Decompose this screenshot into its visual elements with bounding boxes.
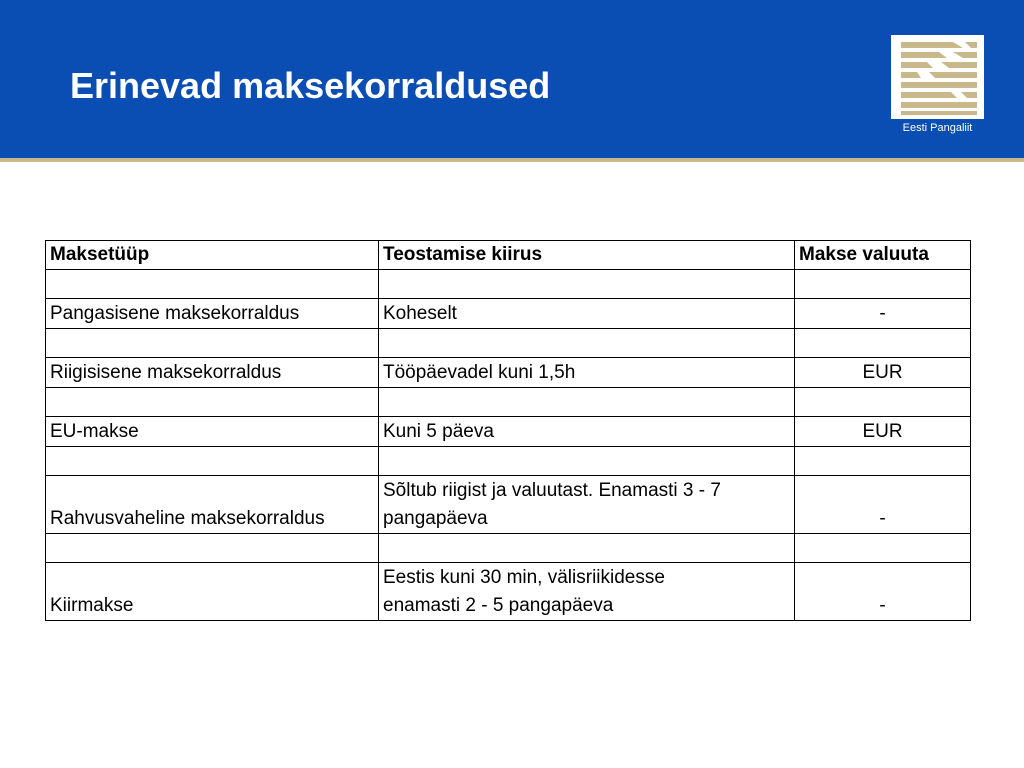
table-row [46, 299, 971, 329]
execution-speed-cell: Tööpäevadel kuni 1,5h [379, 358, 795, 388]
currency-cell: EUR [795, 417, 971, 447]
execution-speed-line: pangapäeva [383, 508, 488, 529]
currency-cell: - [795, 299, 971, 329]
table-spacer-row [46, 447, 971, 476]
payment-type-cell: Rahvusvaheline maksekorraldus [46, 476, 379, 534]
execution-speed-cell [379, 476, 795, 534]
table-spacer-row [46, 270, 971, 299]
currency-cell: EUR [795, 358, 971, 388]
column-header-execution-speed: Teostamise kiirus [379, 241, 795, 270]
slide-title: Erinevad maksekorraldused [70, 65, 551, 106]
table-row [46, 563, 971, 621]
execution-speed-cell: Kuni 5 päeva [379, 417, 795, 447]
execution-speed-line: Sõltub riigist ja valuutast. Enamasti 3 - 7 [383, 480, 721, 501]
execution-speed-line: Eestis kuni 30 min, välisriikidesse [383, 567, 665, 588]
table-spacer-row [46, 329, 971, 358]
eesti-pangaliit-logo [891, 35, 984, 138]
payment-type-cell: Riigisisene maksekorraldus [46, 358, 379, 388]
logo-stripes-icon [891, 35, 984, 119]
execution-speed-cell: Koheselt [379, 299, 795, 329]
execution-speed-line: enamasti 2 - 5 pangapäeva [383, 595, 614, 616]
table-header-row [46, 241, 971, 270]
table-spacer-row [46, 388, 971, 417]
table-row [46, 476, 971, 534]
column-header-currency: Makse valuuta [795, 241, 971, 270]
table-spacer-row [46, 534, 971, 563]
payment-type-cell: Pangasisene maksekorraldus [46, 299, 379, 329]
payment-type-cell: Kiirmakse [46, 563, 379, 621]
logo-label: Eesti Pangaliit [891, 119, 984, 138]
column-header-payment-type: Maksetüüp [46, 241, 379, 270]
table-row [46, 417, 971, 447]
payment-type-cell: EU-makse [46, 417, 379, 447]
currency-cell: - [795, 563, 971, 621]
header-divider [0, 158, 1024, 162]
currency-cell: - [795, 476, 971, 534]
table-row [46, 358, 971, 388]
payment-types-table [45, 240, 971, 621]
execution-speed-cell [379, 563, 795, 621]
